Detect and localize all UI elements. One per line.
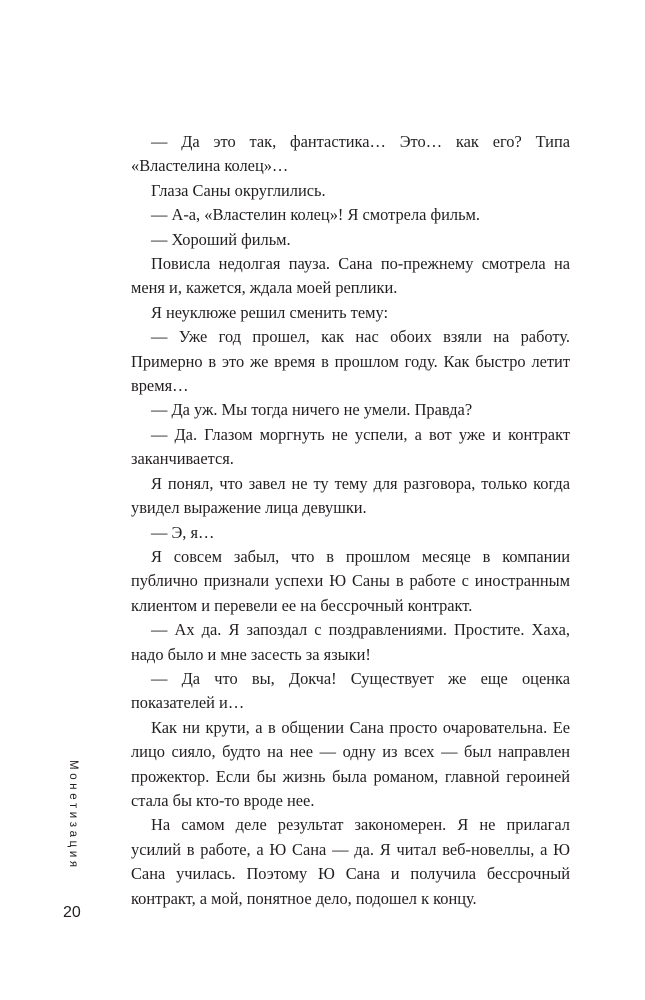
paragraph: — Да. Глазом моргнуть не успели, а вот уже и контракт заканчивается. xyxy=(131,424,570,469)
paragraph: — А-а, «Властелин колец»! Я смотрела фильм. xyxy=(151,205,481,225)
paragraph: Я понял, что завел не ту тему для разговора, только когда увидел выражение лица девушки. xyxy=(131,473,570,518)
paragraph: — Да это так, фантастика… Это… как его? Типа «Властелина колец»… xyxy=(131,132,570,176)
body-text xyxy=(131,130,570,911)
paragraph: На самом деле результат закономерен. Я не прилагал усилий в работе, а Ю Сана — да. Я читал веб-новеллы, а Ю Сана училась. Поэтому Ю Сана и получила бессрочный контракт, а мой, понятное дело, подошел к концу. xyxy=(131,815,570,908)
running-head: Монетизация xyxy=(67,760,79,871)
paragraph: — Да что вы, Докча! Существует же еще оценка показателей и… xyxy=(131,668,570,713)
paragraph: Глаза Саны округлились. xyxy=(151,180,326,200)
paragraph: Повисла недолгая пауза. Сана по-прежнему смотрела на меня и, кажется, ждала моей реплики. xyxy=(131,254,570,298)
page-number: 20 xyxy=(63,904,81,921)
paragraph: Как ни крути, а в общении Сана просто очаровательна. Ее лицо сияло, будто на нее — одну из всех — был направлен прожектор. Если бы жизнь была романом, главной героиней стала бы кто-то вроде нее. xyxy=(131,717,570,810)
paragraph: — Ах да. Я запоздал с поздравлениями. Простите. Хаха, надо было и мне засесть за языки! xyxy=(131,620,570,664)
paragraph: — Хороший фильм. xyxy=(151,229,291,249)
paragraph: Я совсем забыл, что в прошлом месяце в компании публично признали успехи Ю Саны в работе с иностранным клиентом и перевели ее на бессрочный контракт. xyxy=(131,546,570,615)
paragraph: — Э, я… xyxy=(151,522,215,542)
paragraph: Я неуклюже решил сменить тему: xyxy=(151,302,389,322)
paragraph: — Уже год прошел, как нас обоих взяли на работу. Примерно в это же время в прошлом году. Как быстро летит время… xyxy=(131,327,570,396)
paragraph: — Да уж. Мы тогда ничего не умели. Правда? xyxy=(151,400,473,420)
